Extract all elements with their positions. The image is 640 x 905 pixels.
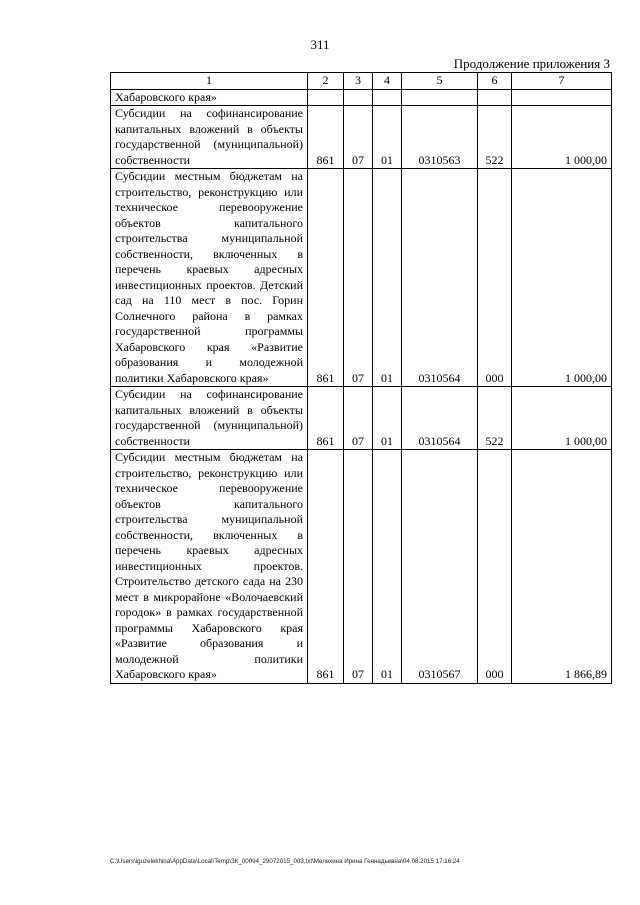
row-cell-2 xyxy=(308,89,344,106)
table-row xyxy=(111,450,612,684)
table-row xyxy=(111,106,612,169)
row-name-cell: Субсидии местным бюджетам на строительство, реконструкцию или техническое перевооружение объектов капитального строительства муниципальной собственности, включенных в перечень краевых адресных инвестиционных проектов. Детский сад на 110 мест в пос. Горин Солнечного района в рамках государственной программы Хабаровского края «Развитие образования и молодежной политики Хабаровского края» xyxy=(111,169,308,387)
row-cell-2: 861 xyxy=(308,106,344,169)
row-cell-5: 0310563 xyxy=(402,106,478,169)
row-cell-7: 1 000,00 xyxy=(512,387,612,450)
row-cell-2: 861 xyxy=(308,169,344,387)
row-name-cell: Хабаровского края» xyxy=(111,89,308,106)
header-cell-3: 3 xyxy=(344,73,373,90)
table-row xyxy=(111,169,612,387)
row-name-cell: Субсидии на софинансирование капитальных вложений в объекты государственной (муниципальной) собственности xyxy=(111,387,308,450)
row-cell-3: 07 xyxy=(344,169,373,387)
row-cell-2: 861 xyxy=(308,387,344,450)
page-number: 311 xyxy=(310,37,330,52)
row-cell-6: 000 xyxy=(478,450,512,684)
row-cell-6: 000 xyxy=(478,169,512,387)
appendix-table xyxy=(110,72,612,684)
row-cell-6: 522 xyxy=(478,106,512,169)
row-cell-4: 01 xyxy=(373,387,402,450)
header-cell-1: 1 xyxy=(111,73,308,90)
header-cell-6: 6 xyxy=(478,73,512,90)
header-row xyxy=(111,73,612,90)
header-cell-5: 5 xyxy=(402,73,478,90)
row-cell-3 xyxy=(344,89,373,106)
table-row xyxy=(111,387,612,450)
row-name-cell: Субсидии на софинансирование капитальных вложений в объекты государственной (муниципальной) собственности xyxy=(111,106,308,169)
row-cell-4: 01 xyxy=(373,450,402,684)
file-path-footer: C:\Users\iguzelekhina\AppData\Local\Temp\ЗК_00094_29072015_003.txt\Мелехина Ирина Геннадьевна\04.08.2015 17:16:24 xyxy=(110,858,460,865)
row-cell-7: 1 866,89 xyxy=(512,450,612,684)
row-name-cell: Субсидии местным бюджетам на строительство, реконструкцию или техническое перевооружение объектов капитального строительства муниципальной собственности, включенных в перечень краевых адресных инвестиционных проектов. Строительство детского сада на 230 мест в микрорайоне «Волочаевский городок» в рамках государственной программы Хабаровского края «Развитие образования и молодежной политики Хабаровского края» xyxy=(111,450,308,684)
row-cell-5: 0310567 xyxy=(402,450,478,684)
row-cell-6 xyxy=(478,89,512,106)
row-cell-7: 1 000,00 xyxy=(512,106,612,169)
table-row xyxy=(111,89,612,106)
continuation-note: Продолжение приложения 3 xyxy=(453,56,610,71)
row-cell-3: 07 xyxy=(344,450,373,684)
header-cell-7: 7 xyxy=(512,73,612,90)
row-cell-3: 07 xyxy=(344,106,373,169)
row-cell-4: 01 xyxy=(373,169,402,387)
row-cell-4 xyxy=(373,89,402,106)
header-cell-2: 2 xyxy=(308,73,344,90)
row-cell-5 xyxy=(402,89,478,106)
row-cell-7: 1 000,00 xyxy=(512,169,612,387)
row-cell-2: 861 xyxy=(308,450,344,684)
row-cell-6: 522 xyxy=(478,387,512,450)
row-cell-5: 0310564 xyxy=(402,387,478,450)
row-cell-3: 07 xyxy=(344,387,373,450)
row-cell-4: 01 xyxy=(373,106,402,169)
header-cell-4: 4 xyxy=(373,73,402,90)
row-cell-7 xyxy=(512,89,612,106)
row-cell-5: 0310564 xyxy=(402,169,478,387)
